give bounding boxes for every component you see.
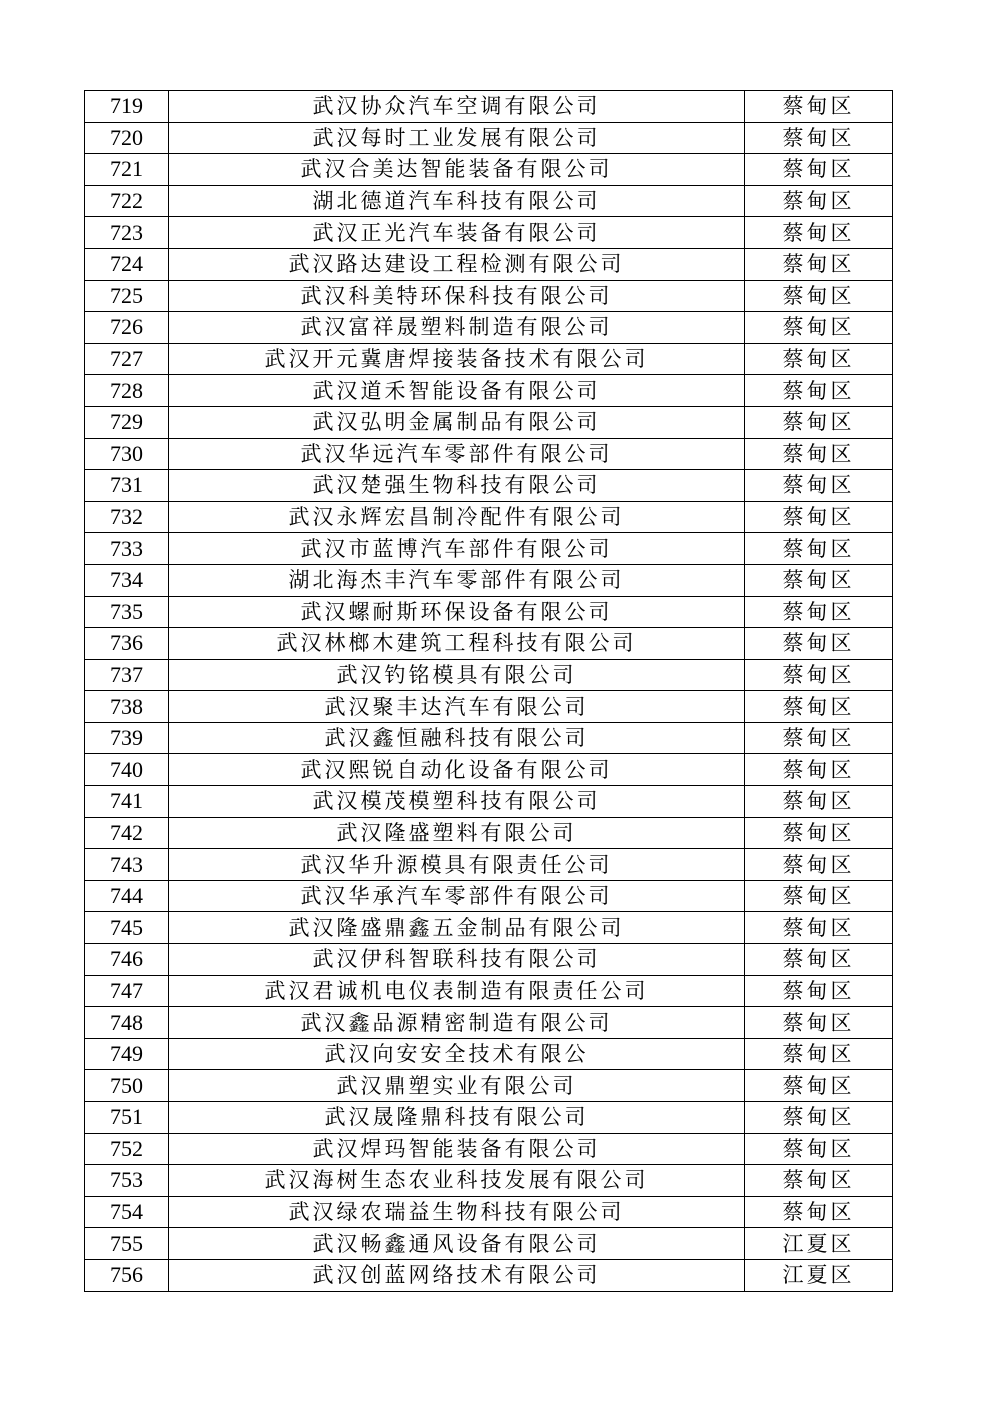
table-row	[85, 912, 893, 944]
district-cell: 蔡甸区	[745, 849, 893, 881]
row-number-cell: 719	[85, 91, 169, 123]
company-name-cell: 武汉正光汽车装备有限公司	[169, 217, 745, 249]
row-number-cell: 735	[85, 596, 169, 628]
company-name-cell: 武汉合美达智能装备有限公司	[169, 154, 745, 186]
district-cell: 蔡甸区	[745, 1133, 893, 1165]
row-number-cell: 754	[85, 1196, 169, 1228]
row-number-cell: 724	[85, 248, 169, 280]
company-name-cell: 武汉绿农瑞益生物科技有限公司	[169, 1196, 745, 1228]
district-cell: 蔡甸区	[745, 1007, 893, 1039]
table-row	[85, 817, 893, 849]
company-name-cell: 武汉鑫恒融科技有限公司	[169, 722, 745, 754]
table-row	[85, 786, 893, 818]
table-row	[85, 91, 893, 123]
row-number-cell: 748	[85, 1007, 169, 1039]
table-row	[85, 470, 893, 502]
row-number-cell: 749	[85, 1038, 169, 1070]
district-cell: 蔡甸区	[745, 596, 893, 628]
company-name-cell: 武汉路达建设工程检测有限公司	[169, 248, 745, 280]
company-name-cell: 武汉开元冀唐焊接装备技术有限公司	[169, 343, 745, 375]
row-number-cell: 741	[85, 786, 169, 818]
company-name-cell: 武汉永辉宏昌制冷配件有限公司	[169, 501, 745, 533]
company-name-cell: 武汉晟隆鼎科技有限公司	[169, 1102, 745, 1134]
district-cell: 蔡甸区	[745, 722, 893, 754]
row-number-cell: 725	[85, 280, 169, 312]
table-row	[85, 754, 893, 786]
company-name-cell: 武汉鑫品源精密制造有限公司	[169, 1007, 745, 1039]
district-cell: 蔡甸区	[745, 1038, 893, 1070]
table-row	[85, 1165, 893, 1197]
district-cell: 蔡甸区	[745, 185, 893, 217]
row-number-cell: 738	[85, 691, 169, 723]
company-name-cell: 武汉海树生态农业科技发展有限公司	[169, 1165, 745, 1197]
company-name-cell: 武汉协众汽车空调有限公司	[169, 91, 745, 123]
company-name-cell: 武汉焊玛智能装备有限公司	[169, 1133, 745, 1165]
company-name-cell: 湖北德道汽车科技有限公司	[169, 185, 745, 217]
company-name-cell: 武汉畅鑫通风设备有限公司	[169, 1228, 745, 1260]
table-row	[85, 217, 893, 249]
company-name-cell: 武汉林榔木建筑工程科技有限公司	[169, 628, 745, 660]
row-number-cell: 727	[85, 343, 169, 375]
company-name-cell: 武汉君诚机电仪表制造有限责任公司	[169, 975, 745, 1007]
company-name-cell: 武汉科美特环保科技有限公司	[169, 280, 745, 312]
table-row	[85, 248, 893, 280]
row-number-cell: 744	[85, 880, 169, 912]
row-number-cell: 728	[85, 375, 169, 407]
district-cell: 蔡甸区	[745, 975, 893, 1007]
district-cell: 蔡甸区	[745, 944, 893, 976]
district-cell: 蔡甸区	[745, 659, 893, 691]
table-row	[85, 975, 893, 1007]
company-name-cell: 武汉熙锐自动化设备有限公司	[169, 754, 745, 786]
row-number-cell: 720	[85, 122, 169, 154]
company-name-cell: 武汉螺耐斯环保设备有限公司	[169, 596, 745, 628]
row-number-cell: 721	[85, 154, 169, 186]
district-cell: 蔡甸区	[745, 248, 893, 280]
district-cell: 蔡甸区	[745, 154, 893, 186]
row-number-cell: 750	[85, 1070, 169, 1102]
company-name-cell: 武汉每时工业发展有限公司	[169, 122, 745, 154]
table-row	[85, 564, 893, 596]
table-row	[85, 280, 893, 312]
district-cell: 江夏区	[745, 1228, 893, 1260]
company-name-cell: 武汉隆盛塑料有限公司	[169, 817, 745, 849]
table-row	[85, 722, 893, 754]
row-number-cell: 740	[85, 754, 169, 786]
district-cell: 蔡甸区	[745, 628, 893, 660]
district-cell: 蔡甸区	[745, 375, 893, 407]
table-row	[85, 1196, 893, 1228]
district-cell: 蔡甸区	[745, 501, 893, 533]
row-number-cell: 752	[85, 1133, 169, 1165]
district-cell: 蔡甸区	[745, 438, 893, 470]
row-number-cell: 753	[85, 1165, 169, 1197]
row-number-cell: 746	[85, 944, 169, 976]
company-name-cell: 武汉聚丰达汽车有限公司	[169, 691, 745, 723]
table-row	[85, 1228, 893, 1260]
row-number-cell: 747	[85, 975, 169, 1007]
table-row	[85, 406, 893, 438]
district-cell: 蔡甸区	[745, 343, 893, 375]
company-name-cell: 武汉创蓝网络技术有限公司	[169, 1259, 745, 1291]
table-row	[85, 596, 893, 628]
company-name-cell: 武汉伊科智联科技有限公司	[169, 944, 745, 976]
table-row	[85, 1102, 893, 1134]
table-row	[85, 1133, 893, 1165]
district-cell: 蔡甸区	[745, 217, 893, 249]
district-cell: 蔡甸区	[745, 122, 893, 154]
company-name-cell: 武汉弘明金属制品有限公司	[169, 406, 745, 438]
district-cell: 蔡甸区	[745, 564, 893, 596]
table-row	[85, 880, 893, 912]
district-cell: 蔡甸区	[745, 912, 893, 944]
row-number-cell: 733	[85, 533, 169, 565]
company-name-cell: 武汉华远汽车零部件有限公司	[169, 438, 745, 470]
row-number-cell: 734	[85, 564, 169, 596]
district-cell: 蔡甸区	[745, 91, 893, 123]
district-cell: 蔡甸区	[745, 817, 893, 849]
table-row	[85, 628, 893, 660]
row-number-cell: 732	[85, 501, 169, 533]
table-row	[85, 185, 893, 217]
district-cell: 蔡甸区	[745, 1070, 893, 1102]
row-number-cell: 736	[85, 628, 169, 660]
district-cell: 蔡甸区	[745, 280, 893, 312]
table-row	[85, 533, 893, 565]
row-number-cell: 722	[85, 185, 169, 217]
company-name-cell: 武汉楚强生物科技有限公司	[169, 470, 745, 502]
table-row	[85, 1007, 893, 1039]
table-row	[85, 122, 893, 154]
district-cell: 江夏区	[745, 1259, 893, 1291]
table-row	[85, 1070, 893, 1102]
table-row	[85, 312, 893, 344]
row-number-cell: 742	[85, 817, 169, 849]
company-name-cell: 武汉鼎塑实业有限公司	[169, 1070, 745, 1102]
row-number-cell: 756	[85, 1259, 169, 1291]
district-cell: 蔡甸区	[745, 1165, 893, 1197]
table-body	[85, 91, 893, 1292]
district-cell: 蔡甸区	[745, 786, 893, 818]
table-row	[85, 343, 893, 375]
table-row	[85, 691, 893, 723]
company-name-cell: 湖北海杰丰汽车零部件有限公司	[169, 564, 745, 596]
row-number-cell: 751	[85, 1102, 169, 1134]
table-row	[85, 154, 893, 186]
row-number-cell: 731	[85, 470, 169, 502]
row-number-cell: 723	[85, 217, 169, 249]
district-cell: 蔡甸区	[745, 691, 893, 723]
company-name-cell: 武汉向安安全技术有限公	[169, 1038, 745, 1070]
table-row	[85, 849, 893, 881]
company-name-cell: 武汉道禾智能设备有限公司	[169, 375, 745, 407]
table-row	[85, 1259, 893, 1291]
company-name-cell: 武汉模茂模塑科技有限公司	[169, 786, 745, 818]
company-name-cell: 武汉富祥晟塑料制造有限公司	[169, 312, 745, 344]
table-row	[85, 659, 893, 691]
district-cell: 蔡甸区	[745, 880, 893, 912]
district-cell: 蔡甸区	[745, 533, 893, 565]
row-number-cell: 755	[85, 1228, 169, 1260]
table-row	[85, 501, 893, 533]
district-cell: 蔡甸区	[745, 754, 893, 786]
company-list-table	[84, 90, 893, 1292]
company-name-cell: 武汉华承汽车零部件有限公司	[169, 880, 745, 912]
company-name-cell: 武汉市蓝博汽车部件有限公司	[169, 533, 745, 565]
table-row	[85, 375, 893, 407]
table-row	[85, 438, 893, 470]
district-cell: 蔡甸区	[745, 470, 893, 502]
district-cell: 蔡甸区	[745, 1102, 893, 1134]
row-number-cell: 739	[85, 722, 169, 754]
table-row	[85, 944, 893, 976]
table-row	[85, 1038, 893, 1070]
row-number-cell: 726	[85, 312, 169, 344]
row-number-cell: 737	[85, 659, 169, 691]
company-name-cell: 武汉隆盛鼎鑫五金制品有限公司	[169, 912, 745, 944]
company-name-cell: 武汉钓铭模具有限公司	[169, 659, 745, 691]
district-cell: 蔡甸区	[745, 406, 893, 438]
row-number-cell: 743	[85, 849, 169, 881]
row-number-cell: 730	[85, 438, 169, 470]
row-number-cell: 729	[85, 406, 169, 438]
row-number-cell: 745	[85, 912, 169, 944]
district-cell: 蔡甸区	[745, 1196, 893, 1228]
district-cell: 蔡甸区	[745, 312, 893, 344]
company-name-cell: 武汉华升源模具有限责任公司	[169, 849, 745, 881]
